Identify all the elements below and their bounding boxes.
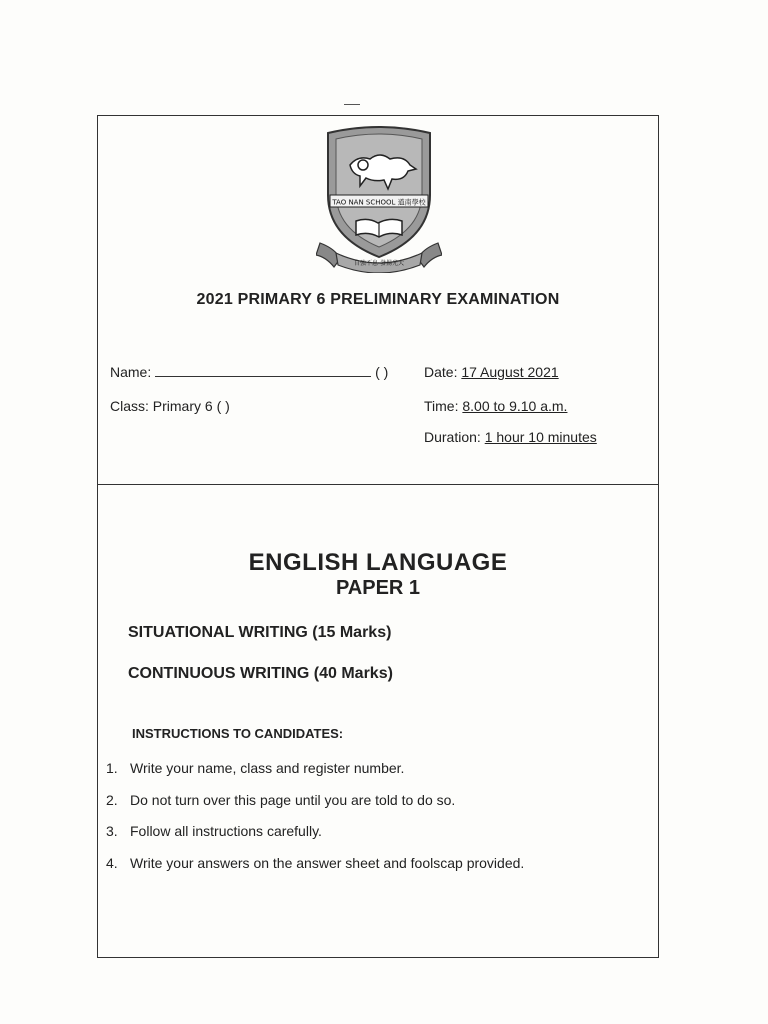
date-label: Date: [424,364,458,380]
instruction-item [106,792,455,808]
section-divider [98,484,658,485]
exam-title: 2021 PRIMARY 6 PRELIMINARY EXAMINATION [196,291,560,308]
date-value: 17 August 2021 [461,364,559,380]
cover-frame [97,115,659,958]
instruction-text: Do not turn over this page until you are told to do so. [130,792,456,808]
name-blank-line [155,364,371,377]
top-mark [344,104,360,105]
instructions-heading: INSTRUCTIONS TO CANDIDATES: [132,726,344,741]
instruction-number: 3. [106,823,118,839]
instruction-number: 1. [106,760,118,776]
duration-field [424,429,597,445]
school-crest-icon [316,125,442,273]
crest-motto: 自強不息·發揚光大 [354,260,404,267]
instruction-text: Write your name, class and register number. [130,760,405,776]
name-label: Name: [110,364,152,380]
duration-value: 1 hour 10 minutes [484,429,597,445]
subject-title: ENGLISH LANGUAGE [248,549,508,576]
instruction-item [106,760,404,776]
paper-number: PAPER 1 [335,577,421,599]
instruction-text: Follow all instructions carefully. [130,823,322,839]
name-field [110,364,388,380]
class-field: Class: Primary 6 ( ) [110,398,230,414]
time-label: Time: [424,398,459,414]
register-number-parens: ( ) [375,364,389,380]
crest-name: TAO NAN SCHOOL 道南學校 [332,198,426,207]
instruction-item [106,823,322,839]
duration-label: Duration: [424,429,481,445]
section-situational-writing: SITUATIONAL WRITING (15 Marks) [128,624,392,641]
time-value: 8.00 to 9.10 a.m. [462,398,568,414]
section-continuous-writing: CONTINUOUS WRITING (40 Marks) [128,665,393,682]
instruction-text: Write your answers on the answer sheet and foolscap provided. [130,855,525,871]
time-field [424,398,567,414]
instruction-item [106,855,524,871]
date-field [424,364,559,380]
instruction-number: 4. [106,855,118,871]
instruction-number: 2. [106,792,118,808]
